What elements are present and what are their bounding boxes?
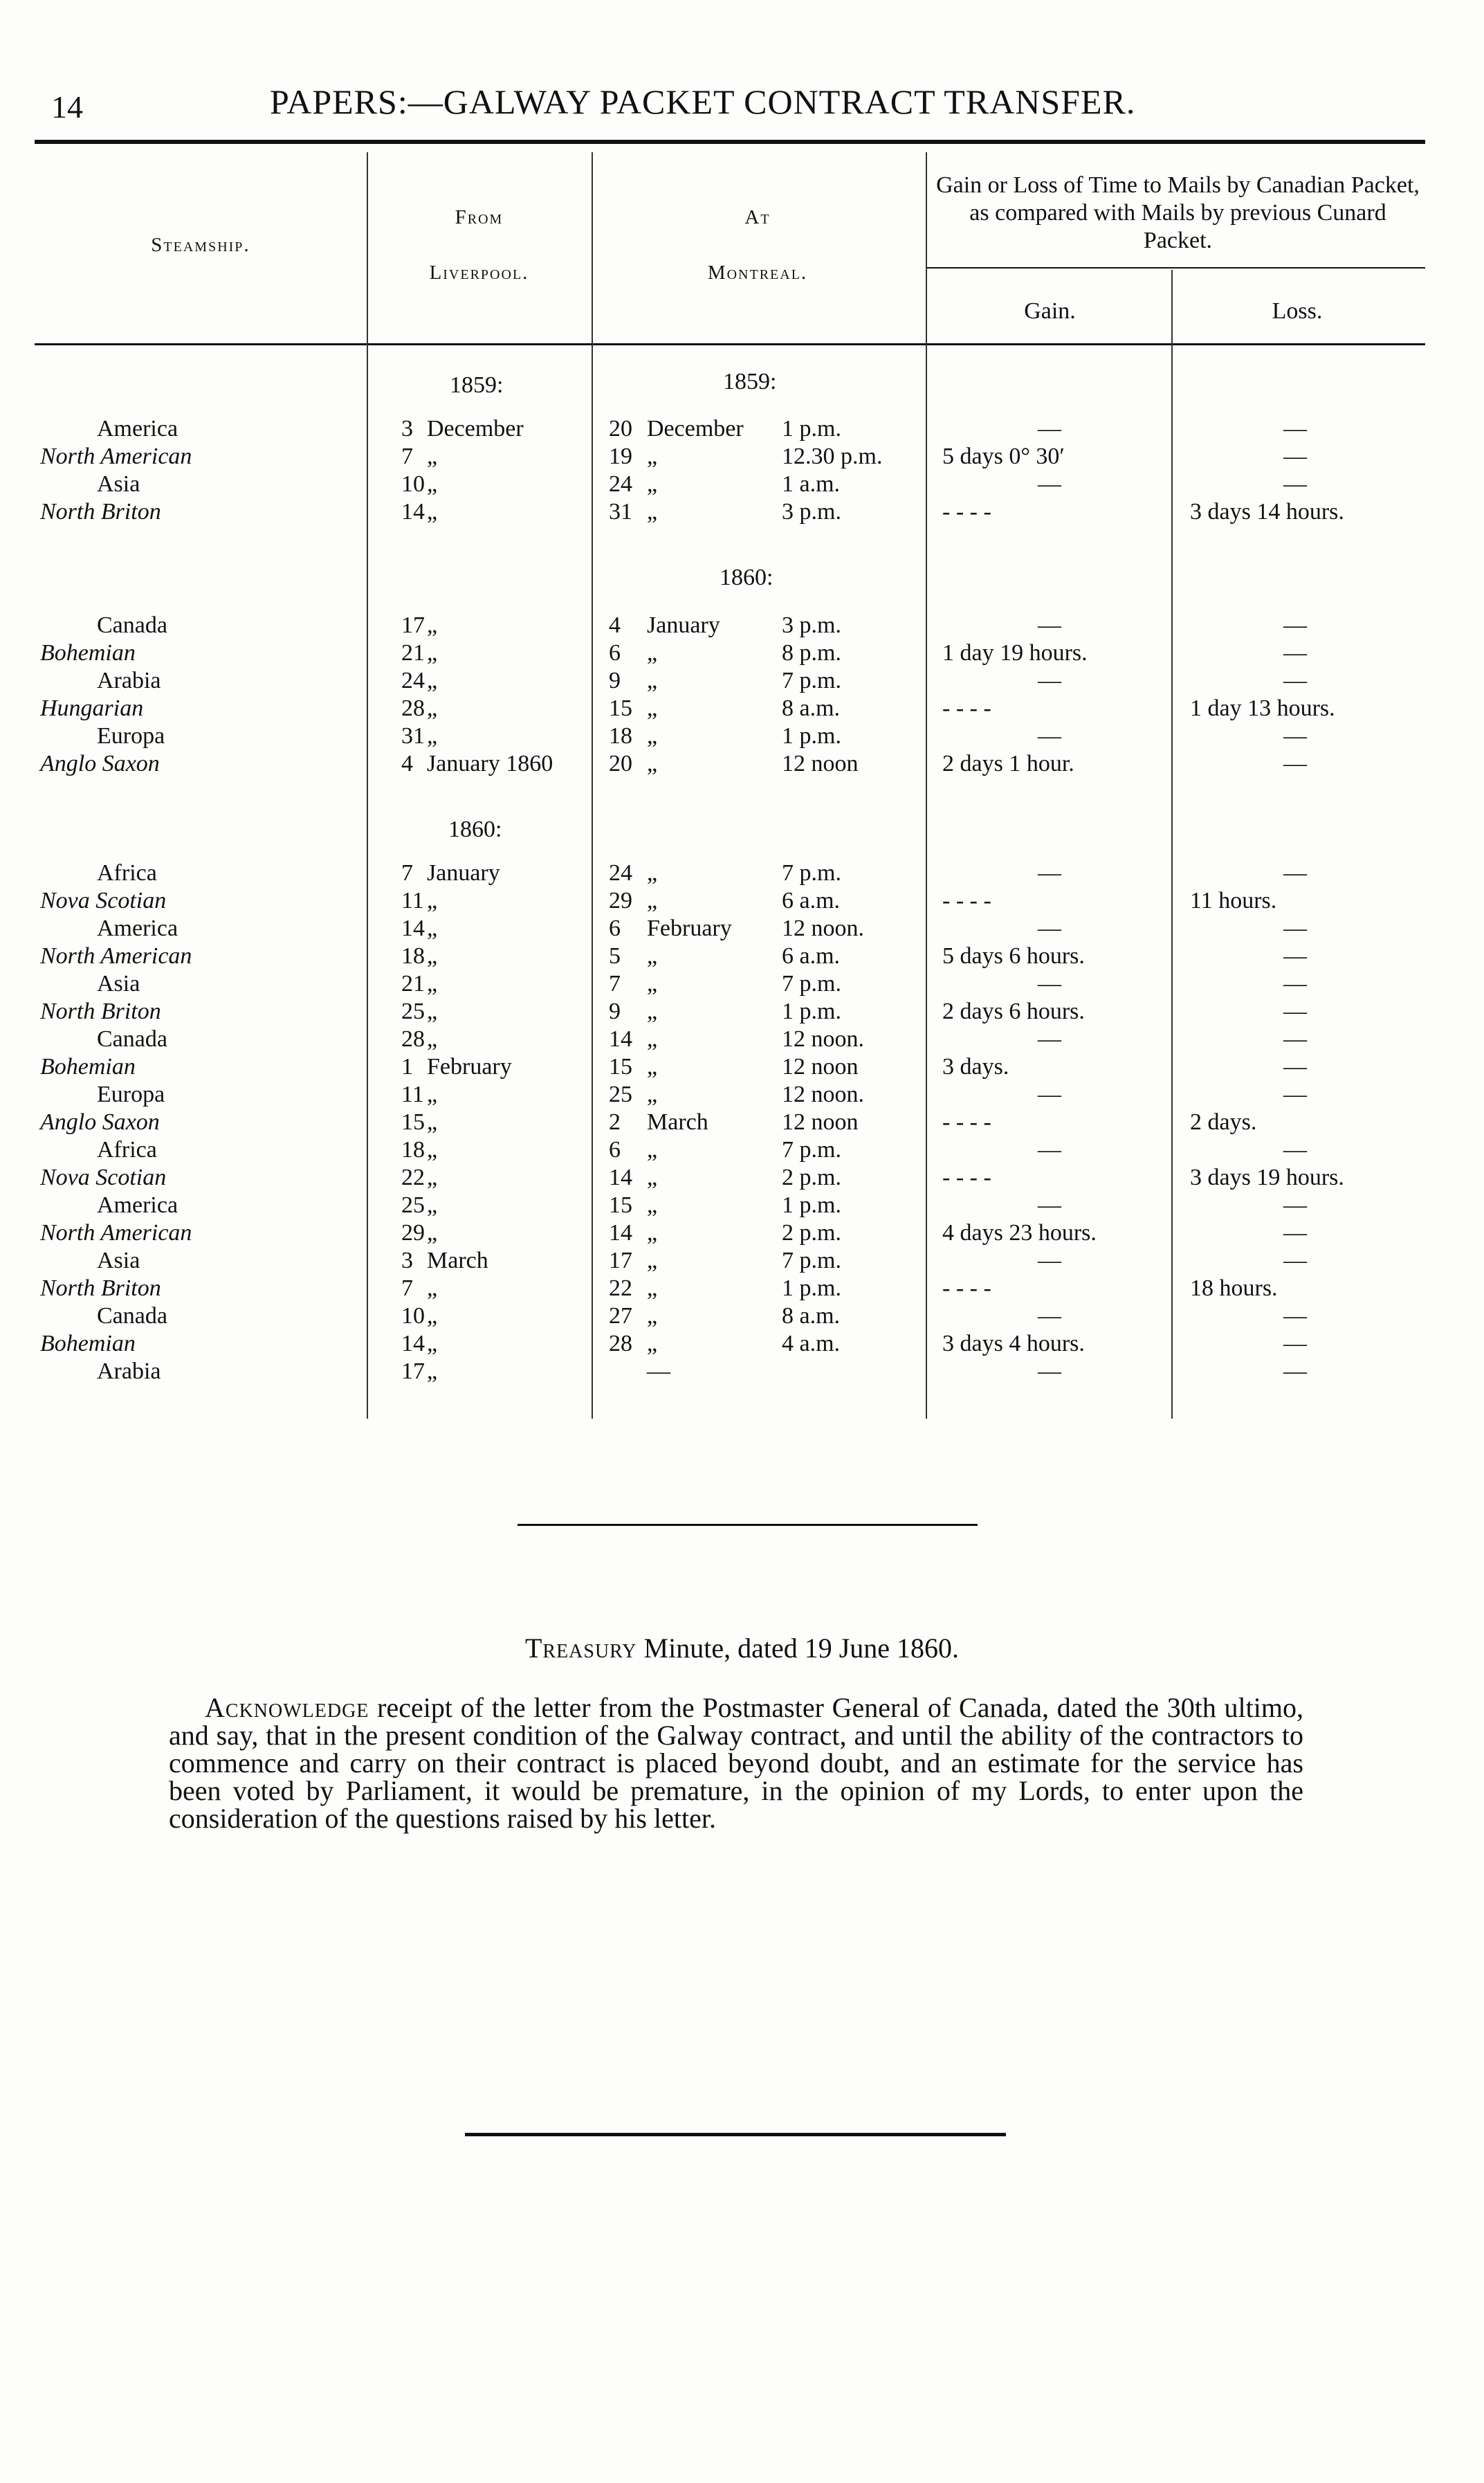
liverpool-day: 28 [401,1026,425,1052]
table-header-rule [35,343,1425,345]
table-row [0,1247,1484,1275]
gain-value: - - - - [942,499,991,525]
liverpool-month: „ [427,471,438,497]
minute-title-caps: Treasury [524,1632,637,1664]
montreal-month: „ [647,1220,658,1246]
ship-name: Canada [97,1026,167,1052]
gain-value: 3 days 4 hours. [942,1331,1085,1356]
montreal-time: 12 noon. [782,1082,864,1107]
table-row [0,1192,1484,1219]
header-gain-loss: Gain or Loss of Time to Mails by Canadian Packet, as compared with Mails by previous Cunard Packet. [936,172,1420,253]
loss-value: — [1283,751,1307,776]
liverpool-day: 24 [401,668,425,693]
gain-value: 2 days 1 hour. [942,751,1074,776]
ship-name: North American [40,444,192,469]
montreal-time: 1 p.m. [782,416,841,442]
montreal-time: 12 noon [782,751,859,776]
liverpool-month: „ [427,943,438,969]
liverpool-day: 15 [401,1109,425,1135]
montreal-month: „ [647,695,658,721]
loss-value: — [1283,723,1307,749]
montreal-time: 1 p.m. [782,1192,841,1218]
loss-value: 11 hours. [1190,888,1277,913]
montreal-time: 12 noon [782,1054,859,1080]
loss-value: — [1283,1303,1307,1329]
montreal-time: 8 a.m. [782,1303,841,1329]
montreal-day: 7 [609,971,621,997]
table-row [0,750,1484,778]
ship-name: North Briton [40,1275,161,1301]
liverpool-month: February [427,1054,512,1080]
montreal-day: 15 [609,695,632,721]
gain-value: 1 day 19 hours. [942,640,1088,666]
montreal-month: „ [647,999,658,1024]
ship-name: Europa [97,1082,165,1107]
liverpool-month: „ [427,999,438,1024]
montreal-time: 2 p.m. [782,1165,841,1190]
loss-value: — [1283,668,1307,693]
montreal-month: „ [647,1275,658,1301]
header-at-place: Montreal. [707,262,808,284]
montreal-month: „ [647,971,658,997]
montreal-month: „ [647,943,658,969]
ship-name: North American [40,943,192,969]
liverpool-day: 18 [401,943,425,969]
montreal-day: 20 [609,751,632,776]
gain-value: — [1038,612,1061,638]
ship-name: Anglo Saxon [40,751,160,776]
gain-value: — [1038,1192,1061,1218]
liverpool-month: „ [427,1220,438,1246]
montreal-day: 22 [609,1275,632,1301]
loss-value: — [1283,1026,1307,1052]
year-liverpool-1859: 1859: [450,372,504,398]
minute-title-rest: Minute, dated 19 June 1860. [643,1632,960,1664]
minute-text: receipt of the letter from the Postmaster General of Canada, dated the 30th ultimo, and say, that in the present condition of the Galway contract, and until the ability of the contractors to commence and carry on their contract is placed beyond doubt, and an estimate for the service has been voted by Parliament, it would be premature, in the opinion of my Lords, to enter upon the consideration of the questions raised by his letter. [169,1692,1304,1834]
montreal-day: 6 [609,640,621,666]
montreal-month: „ [647,640,658,666]
table-row [0,1164,1484,1192]
loss-value: — [1283,916,1307,941]
montreal-month: „ [647,1026,658,1052]
liverpool-month: „ [427,971,438,997]
loss-value: — [1283,999,1307,1024]
montreal-day: 24 [609,471,632,497]
liverpool-day: 28 [401,695,425,721]
minute-lead: Acknowledge [205,1692,369,1723]
montreal-day: 5 [609,943,621,969]
montreal-month: „ [647,751,658,776]
loss-value: 1 day 13 hours. [1190,695,1335,721]
ship-name: Nova Scotian [40,1165,167,1190]
loss-value: — [1283,1331,1307,1356]
liverpool-month: „ [427,888,438,913]
liverpool-day: 14 [401,499,425,525]
liverpool-month: „ [427,444,438,469]
loss-value: — [1283,1248,1307,1273]
loss-value: 18 hours. [1190,1275,1278,1301]
montreal-time: 12.30 p.m. [782,444,883,469]
gain-value: — [1038,971,1061,997]
ship-name: Canada [97,1303,167,1329]
montreal-day: 15 [609,1054,632,1080]
montreal-month: „ [647,1082,658,1107]
liverpool-day: 25 [401,999,425,1024]
ship-name: America [97,416,178,442]
table-row [0,970,1484,998]
loss-value: 2 days. [1190,1109,1257,1135]
liverpool-month: „ [427,916,438,941]
montreal-month: „ [647,1054,658,1080]
table-row [0,1109,1484,1136]
header-from-place: Liverpool. [429,262,529,284]
liverpool-month: „ [427,1165,438,1190]
montreal-month: „ [647,499,658,525]
liverpool-month: „ [427,668,438,693]
liverpool-month: „ [427,1331,438,1356]
running-head: PAPERS:—GALWAY PACKET CONTRACT TRANSFER. [270,82,1136,121]
gain-value: 5 days 0° 30′ [942,444,1065,469]
page-number: 14 [51,89,83,125]
liverpool-day: 7 [401,444,413,469]
minute-body [169,1694,1303,1832]
montreal-day: 9 [609,668,621,693]
liverpool-month: „ [427,723,438,749]
table-row [0,915,1484,943]
gain-value: 2 days 6 hours. [942,999,1085,1024]
montreal-day: 25 [609,1082,632,1107]
table-row [0,1358,1484,1385]
liverpool-month: March [427,1248,488,1273]
table-row [0,443,1484,471]
liverpool-day: 17 [401,612,425,638]
montreal-day: 27 [609,1303,632,1329]
table-row [0,1330,1484,1358]
ship-name: America [97,916,178,941]
header-from: From [455,206,504,228]
loss-value: — [1283,1082,1307,1107]
gain-value: — [1038,668,1061,693]
section-rule [517,1524,978,1526]
gain-value: - - - - [942,695,991,721]
table-row [0,998,1484,1026]
ship-name: Bohemian [40,1054,136,1080]
table-row [0,1219,1484,1247]
montreal-month: „ [647,471,658,497]
table-row [0,471,1484,498]
montreal-time: 1 p.m. [782,1275,841,1301]
ship-name: Africa [97,1137,157,1163]
liverpool-month: „ [427,695,438,721]
montreal-time: 1 p.m. [782,723,841,749]
table-row [0,722,1484,750]
loss-value: — [1283,444,1307,469]
liverpool-month: „ [427,1082,438,1107]
gain-value: - - - - [942,1275,991,1301]
ship-name: Bohemian [40,1331,136,1356]
loss-value: — [1283,1054,1307,1080]
montreal-month: „ [647,888,658,913]
liverpool-day: 4 [401,751,413,776]
montreal-time: 7 p.m. [782,1248,841,1273]
montreal-time: 3 p.m. [782,612,841,638]
liverpool-day: 21 [401,640,425,666]
ship-name: Asia [97,971,140,997]
liverpool-month: „ [427,1137,438,1163]
ship-name: Arabia [97,1358,161,1384]
gain-value: 3 days. [942,1054,1009,1080]
montreal-day: 31 [609,499,632,525]
liverpool-month: „ [427,1026,438,1052]
montreal-day: 17 [609,1248,632,1273]
liverpool-day: 18 [401,1137,425,1163]
montreal-day: 29 [609,888,632,913]
ship-name: North Briton [40,999,161,1024]
table-row [0,1275,1484,1302]
ship-name: Anglo Saxon [40,1109,160,1135]
header-at: At [744,206,771,228]
montreal-time: 12 noon. [782,1026,864,1052]
liverpool-month: January [427,860,500,886]
ship-name: Asia [97,1248,140,1273]
montreal-time: 2 p.m. [782,1220,841,1246]
montreal-day: 2 [609,1109,621,1135]
gain-value: — [1038,416,1061,442]
loss-value: — [1283,471,1307,497]
montreal-day: 20 [609,416,632,442]
liverpool-day: 3 [401,1248,413,1273]
montreal-time: 8 p.m. [782,640,841,666]
liverpool-month: „ [427,1303,438,1329]
ship-name: Africa [97,860,157,886]
gain-value: - - - - [942,1165,991,1190]
liverpool-month: January 1860 [427,751,553,776]
montreal-month: February [647,916,732,941]
montreal-month: „ [647,1137,658,1163]
montreal-time: 7 p.m. [782,971,841,997]
montreal-time: 8 a.m. [782,695,841,721]
liverpool-month: „ [427,1358,438,1384]
montreal-month: „ [647,1165,658,1190]
liverpool-day: 7 [401,1275,413,1301]
montreal-month: January [647,612,720,638]
table-row [0,1302,1484,1330]
table-row [0,1053,1484,1081]
montreal-time: 12 noon. [782,916,864,941]
loss-value: — [1283,1192,1307,1218]
montreal-day: 19 [609,444,632,469]
year-montreal-1859: 1859: [723,369,777,394]
table-row [0,498,1484,526]
table-row [0,667,1484,695]
loss-value: — [1283,1358,1307,1384]
loss-value: — [1283,1220,1307,1246]
gain-value: — [1038,1137,1061,1163]
montreal-month: — [647,1358,670,1384]
liverpool-day: 10 [401,1303,425,1329]
loss-value: — [1283,612,1307,638]
ship-name: Hungarian [40,695,144,721]
montreal-month: „ [647,668,658,693]
table-row [0,1136,1484,1164]
table-row [0,695,1484,722]
liverpool-month: December [427,416,524,442]
liverpool-day: 11 [401,1082,424,1107]
liverpool-month: „ [427,640,438,666]
ship-name: Canada [97,612,167,638]
montreal-day: 9 [609,999,621,1024]
liverpool-month: „ [427,1192,438,1218]
montreal-month: „ [647,1192,658,1218]
loss-value: — [1283,943,1307,969]
liverpool-day: 10 [401,471,425,497]
montreal-day: 6 [609,916,621,941]
loss-value: — [1283,860,1307,886]
gain-value: — [1038,860,1061,886]
gain-value: - - - - [942,888,991,913]
header-steamship: Steamship. [151,234,250,256]
montreal-month: „ [647,723,658,749]
liverpool-day: 1 [401,1054,413,1080]
minute-title [0,1632,1484,1664]
montreal-day: 15 [609,1192,632,1218]
montreal-month: „ [647,860,658,886]
gain-value: — [1038,1026,1061,1052]
gain-value: — [1038,1082,1061,1107]
gain-value: — [1038,471,1061,497]
table-row [0,612,1484,639]
liverpool-day: 7 [401,860,413,886]
liverpool-day: 22 [401,1165,425,1190]
end-rule [465,2133,1006,2136]
liverpool-day: 31 [401,723,425,749]
table-row [0,860,1484,887]
montreal-day: 24 [609,860,632,886]
montreal-day: 14 [609,1220,632,1246]
montreal-day: 18 [609,723,632,749]
loss-value: 3 days 14 hours. [1190,499,1344,525]
table-row [0,887,1484,915]
table-row [0,1081,1484,1109]
montreal-day: 14 [609,1026,632,1052]
liverpool-day: 17 [401,1358,425,1384]
montreal-month: „ [647,1303,658,1329]
montreal-time: 1 p.m. [782,999,841,1024]
loss-value: — [1283,640,1307,666]
liverpool-day: 21 [401,971,425,997]
table-row [0,639,1484,667]
montreal-time: 3 p.m. [782,499,841,525]
liverpool-day: 14 [401,916,425,941]
montreal-day: 14 [609,1165,632,1190]
gain-value: 5 days 6 hours. [942,943,1085,969]
gain-value: — [1038,1358,1061,1384]
liverpool-day: 25 [401,1192,425,1218]
montreal-month: „ [647,444,658,469]
liverpool-day: 29 [401,1220,425,1246]
loss-value: 3 days 19 hours. [1190,1165,1344,1190]
ship-name: Nova Scotian [40,888,167,913]
gain-value: 4 days 23 hours. [942,1220,1097,1246]
ship-name: Bohemian [40,640,136,666]
ship-name: North Briton [40,499,161,525]
gain-value: — [1038,916,1061,941]
table-row [0,943,1484,970]
header-gain: Gain. [1024,298,1076,324]
montreal-time: 7 p.m. [782,668,841,693]
gain-value: — [1038,1248,1061,1273]
liverpool-month: „ [427,612,438,638]
montreal-time: 12 noon [782,1109,859,1135]
year-liverpool-1860: 1860: [448,817,502,842]
liverpool-day: 11 [401,888,424,913]
liverpool-day: 14 [401,1331,425,1356]
montreal-day: 28 [609,1331,632,1356]
gain-value: - - - - [942,1109,991,1135]
header-loss: Loss. [1272,298,1323,324]
ship-name: Arabia [97,668,161,693]
gain-value: — [1038,723,1061,749]
loss-value: — [1283,416,1307,442]
ship-name: Asia [97,471,140,497]
liverpool-month: „ [427,1275,438,1301]
montreal-time: 7 p.m. [782,1137,841,1163]
header-subrule [927,267,1425,269]
table-row [0,415,1484,443]
ship-name: America [97,1192,178,1218]
montreal-month: March [647,1109,708,1135]
loss-value: — [1283,971,1307,997]
ship-name: North American [40,1220,192,1246]
table-row [0,1026,1484,1053]
montreal-time: 4 a.m. [782,1331,841,1356]
montreal-month: December [647,416,744,442]
ship-name: Europa [97,723,165,749]
liverpool-month: „ [427,499,438,525]
header-rule [35,140,1425,144]
liverpool-day: 3 [401,416,413,442]
montreal-time: 6 a.m. [782,888,841,913]
gain-value: — [1038,1303,1061,1329]
montreal-time: 6 a.m. [782,943,841,969]
year-montreal-1860: 1860: [720,565,773,590]
loss-value: — [1283,1137,1307,1163]
montreal-month: „ [647,1248,658,1273]
montreal-month: „ [647,1331,658,1356]
liverpool-month: „ [427,1109,438,1135]
montreal-day: 6 [609,1137,621,1163]
montreal-day: 4 [609,612,621,638]
montreal-time: 1 a.m. [782,471,841,497]
montreal-time: 7 p.m. [782,860,841,886]
